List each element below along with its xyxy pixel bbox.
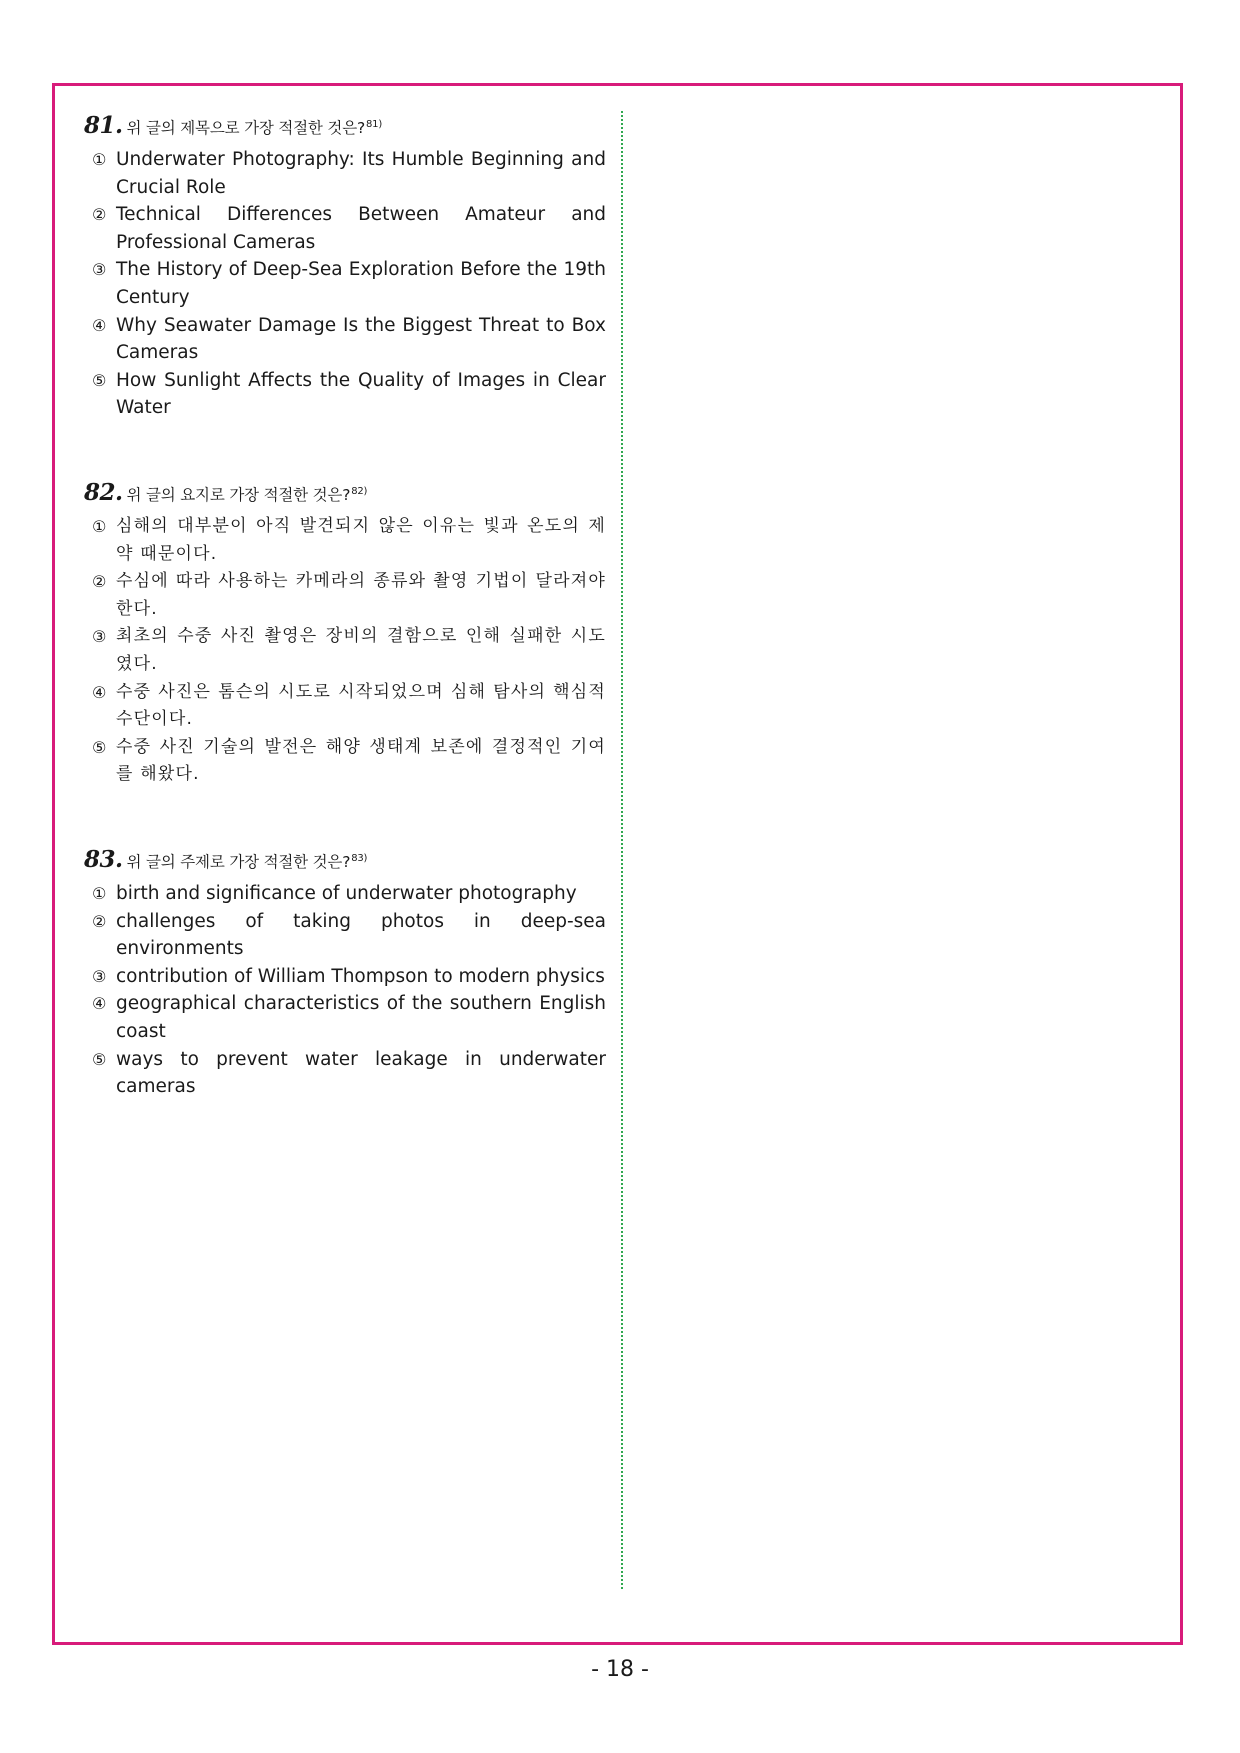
choice-text: Technical Differences Between Amateur and Professional Cameras: [116, 204, 606, 253]
choice-text: 수심에 따라 사용하는 카메라의 종류와 촬영 기법이 달라져야 한다.: [116, 571, 606, 619]
column-divider: [621, 111, 623, 1589]
choice-marker: ②: [92, 911, 107, 931]
answer-choices: [84, 880, 606, 1101]
choice-text: Why Seawater Damage Is the Biggest Threat to Box Cameras: [116, 314, 606, 364]
choice-text: The History of Deep-Sea Exploration Before the 19th Century: [116, 259, 606, 308]
choice-marker: ①: [92, 150, 107, 169]
page-number: - 18 -: [591, 1657, 649, 1682]
question-prompt-text: 위 글의 주제로 가장 적절한 것은?: [126, 853, 351, 871]
answer-choice[interactable]: [84, 990, 606, 1045]
choice-marker: ②: [92, 205, 107, 225]
choice-marker: ③: [92, 260, 107, 280]
question-prompt-text: 위 글의 제목으로 가장 적절한 것은?: [126, 119, 366, 137]
answer-choice[interactable]: [84, 679, 606, 734]
choice-marker: ⑤: [92, 737, 108, 757]
question-prompt: [127, 483, 368, 505]
question-number: 82.: [84, 479, 123, 506]
answer-choice[interactable]: [84, 146, 606, 201]
answer-choices: [84, 513, 606, 789]
choice-marker: ④: [92, 315, 107, 335]
answer-choice[interactable]: [84, 1046, 606, 1101]
question-header: [84, 846, 606, 878]
choice-marker: ②: [92, 572, 108, 592]
answer-choice[interactable]: [84, 256, 606, 311]
choice-marker: ⑤: [92, 1049, 107, 1069]
choice-text: How Sunlight Affects the Quality of Images in Clear Water: [116, 369, 606, 419]
answer-choice[interactable]: [84, 201, 606, 256]
answer-choice[interactable]: [84, 568, 606, 623]
footnote-ref: 83): [351, 852, 368, 864]
choice-marker: ①: [92, 884, 107, 903]
choice-text: 최초의 수중 사진 촬영은 장비의 결함으로 인해 실패한 시도였다.: [116, 626, 606, 674]
question-prompt: [127, 116, 383, 138]
answer-choice[interactable]: [84, 908, 606, 963]
choice-text: 심해의 대부분이 아직 발견되지 않은 이유는 빛과 온도의 제약 때문이다.: [116, 516, 606, 564]
question-header: [84, 112, 606, 144]
choice-text: ways to prevent water leakage in underwater cameras: [116, 1048, 606, 1098]
question-prompt-text: 위 글의 요지로 가장 적절한 것은?: [126, 486, 351, 504]
answer-choice[interactable]: [84, 623, 606, 678]
question-81: [84, 112, 606, 422]
choice-text: 수중 사진 기술의 발전은 해양 생태계 보존에 결정적인 기여를 해왔다.: [116, 736, 606, 785]
question-number: 83.: [84, 846, 123, 873]
footnote-ref: 81): [366, 118, 383, 130]
question-header: [84, 479, 606, 511]
choice-marker: ③: [92, 966, 107, 986]
choice-marker: ④: [92, 682, 108, 702]
answer-choices: [84, 146, 606, 422]
question-83: [84, 846, 606, 1101]
choice-text: birth and significance of underwater photography: [116, 883, 577, 904]
footnote-ref: 82): [351, 485, 368, 497]
choice-text: Underwater Photography: Its Humble Beginning and Crucial Role: [116, 149, 606, 198]
choice-text: challenges of taking photos in deep-sea environments: [116, 910, 606, 960]
answer-choice[interactable]: [84, 367, 606, 422]
question-82: [84, 479, 606, 789]
choice-text: 수중 사진은 톰슨의 시도로 시작되었으며 심해 탐사의 핵심적 수단이다.: [116, 681, 606, 730]
choice-marker: ①: [92, 517, 108, 536]
question-number: 81.: [84, 112, 123, 139]
choice-marker: ③: [92, 627, 108, 647]
answer-choice[interactable]: [84, 734, 606, 789]
question-prompt: [127, 850, 368, 872]
answer-choice[interactable]: [84, 880, 606, 908]
choice-marker: ④: [92, 994, 107, 1014]
answer-choice[interactable]: [84, 963, 606, 991]
answer-choice[interactable]: [84, 513, 606, 568]
choice-text: contribution of William Thompson to modern physics: [116, 965, 605, 987]
answer-choice[interactable]: [84, 312, 606, 367]
choice-text: geographical characteristics of the southern English coast: [116, 993, 606, 1042]
choice-marker: ⑤: [92, 370, 107, 390]
